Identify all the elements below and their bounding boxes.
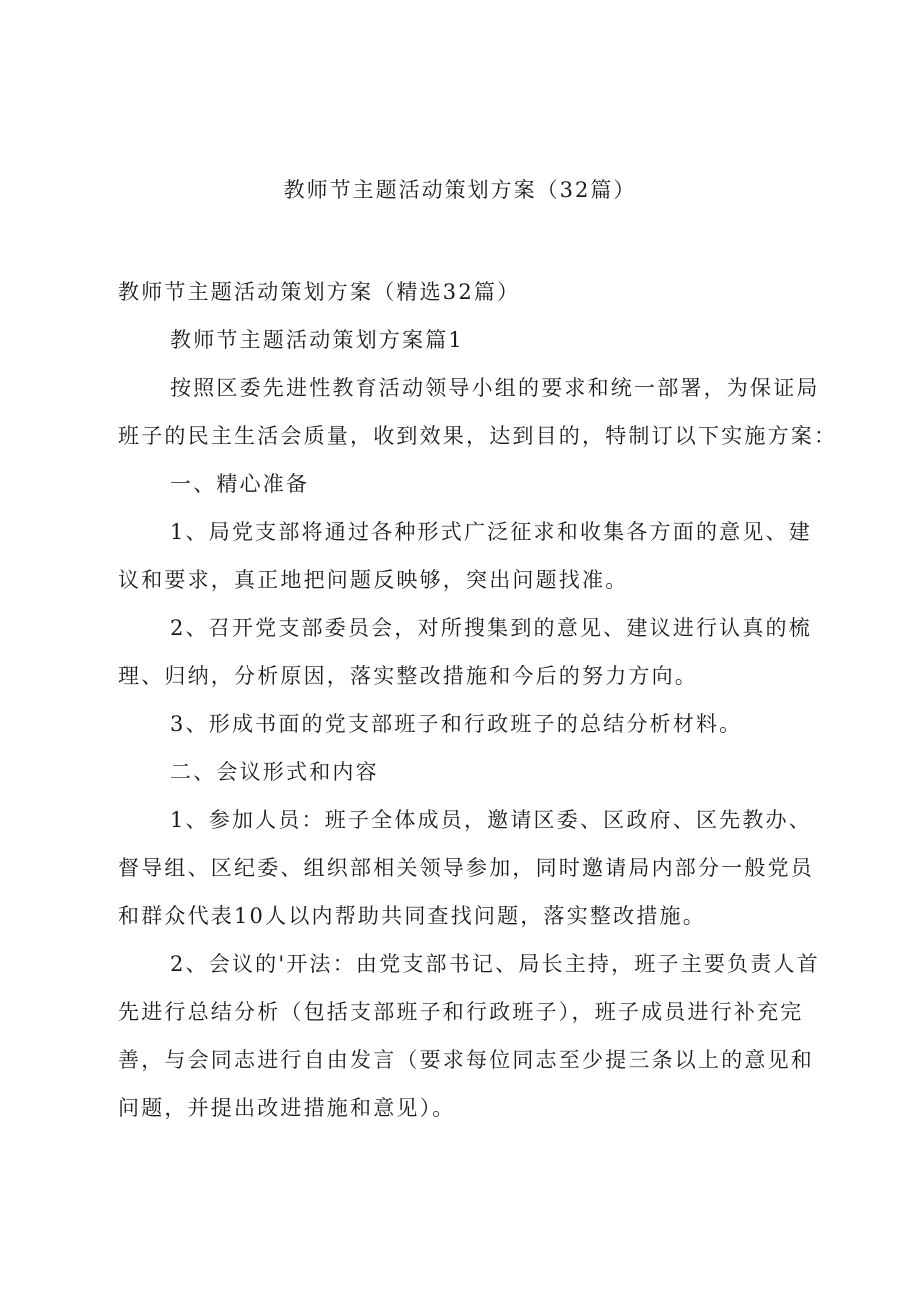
paragraph-line: 2、会议的'开法：由党支部书记、局长主持，班子主要负责人首 — [170, 952, 820, 976]
section-heading: 二、会议形式和内容 — [170, 760, 379, 784]
paragraph-line: 1、参加人员：班子全体成员，邀请区委、区政府、区先教办、 — [170, 808, 812, 832]
section-heading: 一、精心准备 — [170, 472, 310, 496]
paragraph-line: 班子的民主生活会质量，收到效果，达到目的，特制订以下实施方案： — [118, 424, 838, 448]
paragraph-line: 督导组、区纪委、组织部相关领导参加，同时邀请局内部分一般党员 — [118, 856, 814, 880]
section-heading: 教师节主题活动策划方案篇1 — [170, 328, 464, 352]
paragraph-line: 按照区委先进性教育活动领导小组的要求和统一部署，为保证局 — [170, 376, 820, 400]
paragraph-line: 理、归纳，分析原因，落实整改措施和今后的努力方向。 — [118, 664, 698, 688]
paragraph-line: 2、召开党支部委员会，对所搜集到的意见、建议进行认真的梳 — [170, 616, 812, 640]
paragraph-line: 问题，并提出改进措施和意见）。 — [118, 1096, 456, 1120]
paragraph-line: 3、形成书面的党支部班子和行政班子的总结分析材料。 — [170, 712, 743, 736]
paragraph-line: 和群众代表10人以内帮助共同查找问题，落实整改措施。 — [118, 904, 706, 928]
document-title: 教师节主题活动策划方案（32篇） — [283, 178, 637, 202]
paragraph-line: 善，与会同志进行自由发言（要求每位同志至少提三条以上的意见和 — [118, 1048, 814, 1072]
paragraph-line: 1、局党支部将通过各种形式广泛征求和收集各方面的意见、建 — [170, 520, 812, 544]
document-subtitle: 教师节主题活动策划方案（精选32篇） — [118, 280, 521, 304]
paragraph-line: 议和要求，真正地把问题反映够，突出问题找准。 — [118, 568, 629, 592]
paragraph-line: 先进行总结分析（包括支部班子和行政班子），班子成员进行补充完 — [118, 1000, 804, 1024]
